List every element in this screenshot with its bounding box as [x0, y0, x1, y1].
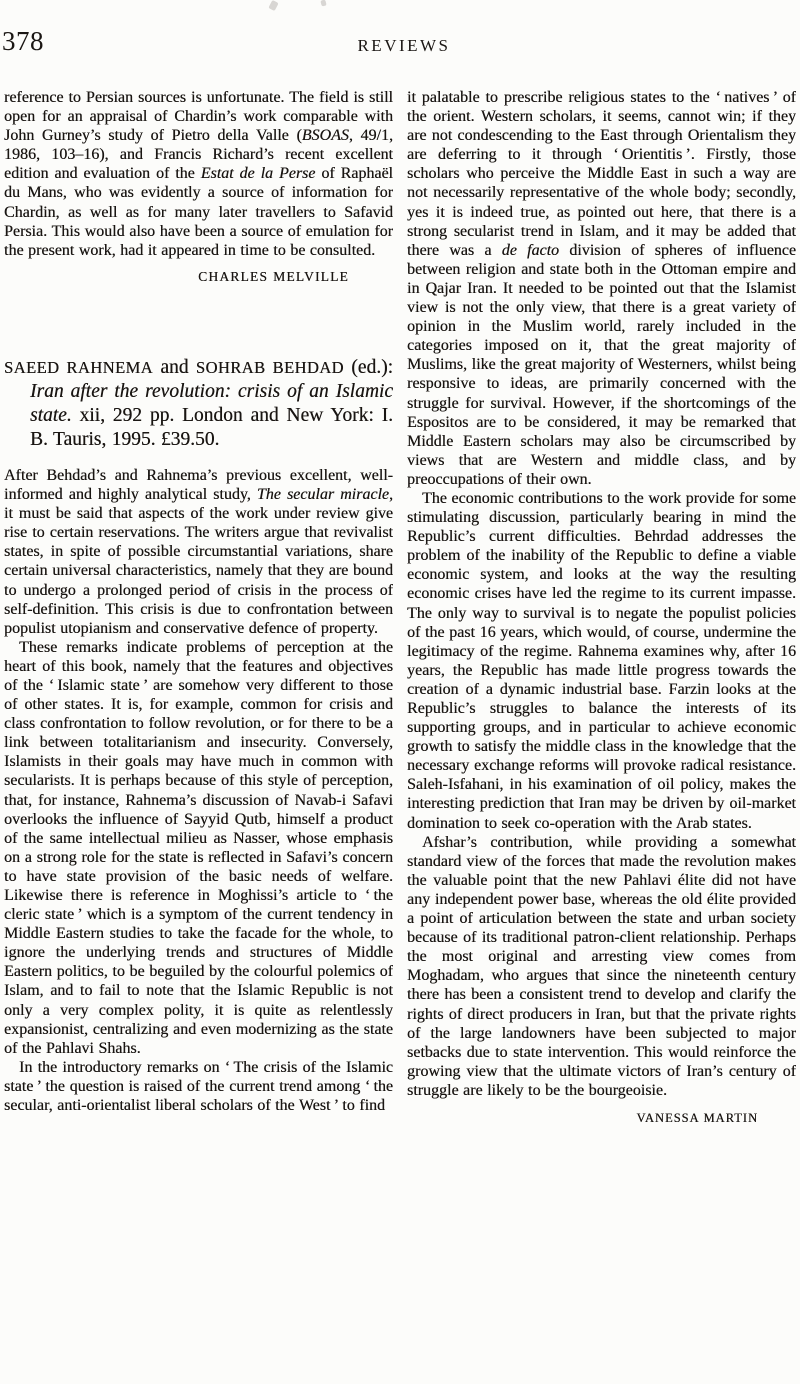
text-segment: of Raphaël du Mans, who was evidently a source of information for Chardin, as well as for many later travellers to Safavid Persia. This would also have been a source of emulation for the present work, had it appeared in time to be consulted. — [4, 165, 393, 259]
continuation-paragraph — [407, 88, 796, 489]
text-segment: xii, 292 pp. London and New York: I. B. Tauris, 1995. £39.50. — [30, 404, 393, 450]
scan-artifact — [320, 0, 326, 7]
review-paragraph — [4, 466, 393, 638]
review-paragraph — [4, 638, 393, 1058]
text-segment: In the introductory remarks on ‘ The crisis of the Islamic state ’ the question is raised of the current trend among ‘ the secular, anti-orientalist liberal scholars of the West ’ to find — [4, 1058, 393, 1115]
text-segment: , it must be said that aspects of the work under review give rise to certain reservations. The writers argue that revivalist states, in spite of possible circumstantial variations, share certain universal characteristics, namely that they are bound to undergo a prolonged period of crisis in the process of self-definition. This crisis is due to confrontation between populist utopianism and conservative defence of property. — [4, 486, 393, 637]
review-paragraph — [407, 833, 796, 1100]
book-citation — [4, 356, 393, 452]
scan-artifact — [268, 0, 278, 11]
text-segment: reference to Persian sources is unfortunate. The field is still open for an appraisal of Chardin’s work comparable with John Gurney’s study of Pietro della Valle ( — [4, 89, 393, 145]
text-segment: , 49/1, 1986, 103–16), and Francis Richard’s recent excellent edition and evaluation of the — [4, 127, 393, 183]
italic-text: The secular miracle — [256, 486, 389, 504]
text-segment: After Behdad’s and Rahnema’s previous excellent, well-informed and highly analytical study, — [4, 466, 393, 504]
text-segment: These remarks indicate problems of perception at the heart of this book, namely that the features and objectives of the ‘ Islamic state ’ are somehow very different to those of other states. It is, for example, common for crisis and class confrontation to follow revolution, or for there to be a link between totalitarianism and insecurity. Conversely, Islamists in their goals may have much in common with secularists. It is perhaps because of this style of perception, that, for instance, Rahnema’s discussion of Navab-i Safavi overlooks the influence of Sayyid Qutb, himself a product of the same intellectual milieu as Nasser, whose emphasis on a strong role for the state is reflected in Safavi’s concern to have state provision of the basic needs of welfare. Likewise there is reference in Moghissi’s article to ‘ the cleric state ’ which is a symptom of the current tendency in Middle Eastern studies to take the facade for the whole, to ignore the underlying trends and structures of Middle Eastern politics, to be beguiled by the colourful polemics of Islam, and to fail to note that the Islamic Republic is not only a very complex polity, it is quite as relentlessly expansionist, centralizing and even modernizing as the state of the Pahlavi Shahs. — [4, 638, 393, 1057]
italic-text: de facto — [501, 241, 560, 259]
review-paragraph — [4, 1058, 393, 1115]
reviewer-signature: VANESSA MARTIN — [636, 1110, 758, 1125]
text-segment: and — [152, 356, 196, 378]
text-segment: it palatable to prescribe religious states to the ‘ natives ’ of the orient. Western scholars, it seems, cannot win; if they are not condescending to the East through Orientalism they are deferring to it through ‘ Orientitis ’. Firstly, those scholars who perceive the Middle East in such a way are not necessarily representative of the whole body; secondly, yes it is indeed true, as pointed out here, that there is a strong secularist trend in Islam, and it may be added that there was a — [407, 89, 796, 259]
reviewer-signature: CHARLES MELVILLE — [198, 268, 349, 284]
text-segment: division of spheres of influence between religion and state both in the Ottoman empire and in Qajar Iran. It needed to be pointed out that the Islamist view is not the only view, that there is a great variety of opinion in the Muslim world, rarely included in the categories imposed on it, that the great majority of Muslims, like the great majority of Westerners, whilst being responsive to ideas, are primarily concerned with the struggle for survival. However, if the shortcomings of the Espositos are to be considered, it may be remarked that Middle Eastern scholars may also be circumscribed by views that are Western and middle class, and by preoccupations of their own. — [407, 241, 796, 488]
text-segment: The economic contributions to the work provide for some stimulating discussion, particularly bearing in mind the Republic’s current difficulties. Behrdad addresses the problem of the inability of the Republic to define a viable economic system, and looks at the way the resulting economic crises have led the regime to its current impasse. The only way to survival is to negate the populist policies of the past 16 years, which would, of course, undermine the legitimacy of the regime. Rahnema examines why, after 16 years, the Republic has made little progress towards the creation of a dynamic industrial base. Farzin looks at the Republic’s struggles to balance the interests of its supporting groups, and in particular to achieve economic growth to satisfy the middle class in the knowledge that the necessary exchange reforms will provoke radical resistance. Saleh-Isfahani, in his examination of oil policy, makes the interesting prediction that Iran may be driven by oil-market domination to seek co-operation with the Arab states. — [407, 489, 796, 832]
right-column — [407, 88, 796, 1384]
left-column — [4, 88, 393, 1384]
running-head: REVIEWS — [357, 36, 451, 55]
text-segment: (ed.): — [343, 356, 393, 378]
italic-text: Iran after the revolution: crisis of an Islamic state. — [30, 380, 393, 426]
small-caps-text: SAEED RAHNEMA — [4, 357, 153, 377]
italic-text: BSOAS — [301, 127, 349, 145]
page-number: 378 — [2, 26, 44, 56]
italic-text: Estat de la Perse — [200, 165, 316, 183]
small-caps-text: SOHRAB BEHDAD — [195, 357, 344, 377]
continuation-paragraph — [4, 88, 393, 260]
review-paragraph — [407, 489, 796, 833]
text-segment: Afshar’s contribution, while providing a somewhat standard view of the forces that made the revolution makes the valuable point that the new Pahlavi élite did not have any independent power base, whereas the old élite provided a point of articulation between the state and urban society because of its traditional patron-client relationship. Perhaps the most original and arresting view comes from Moghadam, who argues that since the nineteenth century there has been a consistent trend to develop and clarify the rights of direct producers in Iran, but that the private rights of the large landowners have been subjected to major setbacks due to state intervention. This would reinforce the growing view that the ultimate victors of Iran’s century of struggle are likely to be the bourgeoisie. — [407, 833, 796, 1099]
